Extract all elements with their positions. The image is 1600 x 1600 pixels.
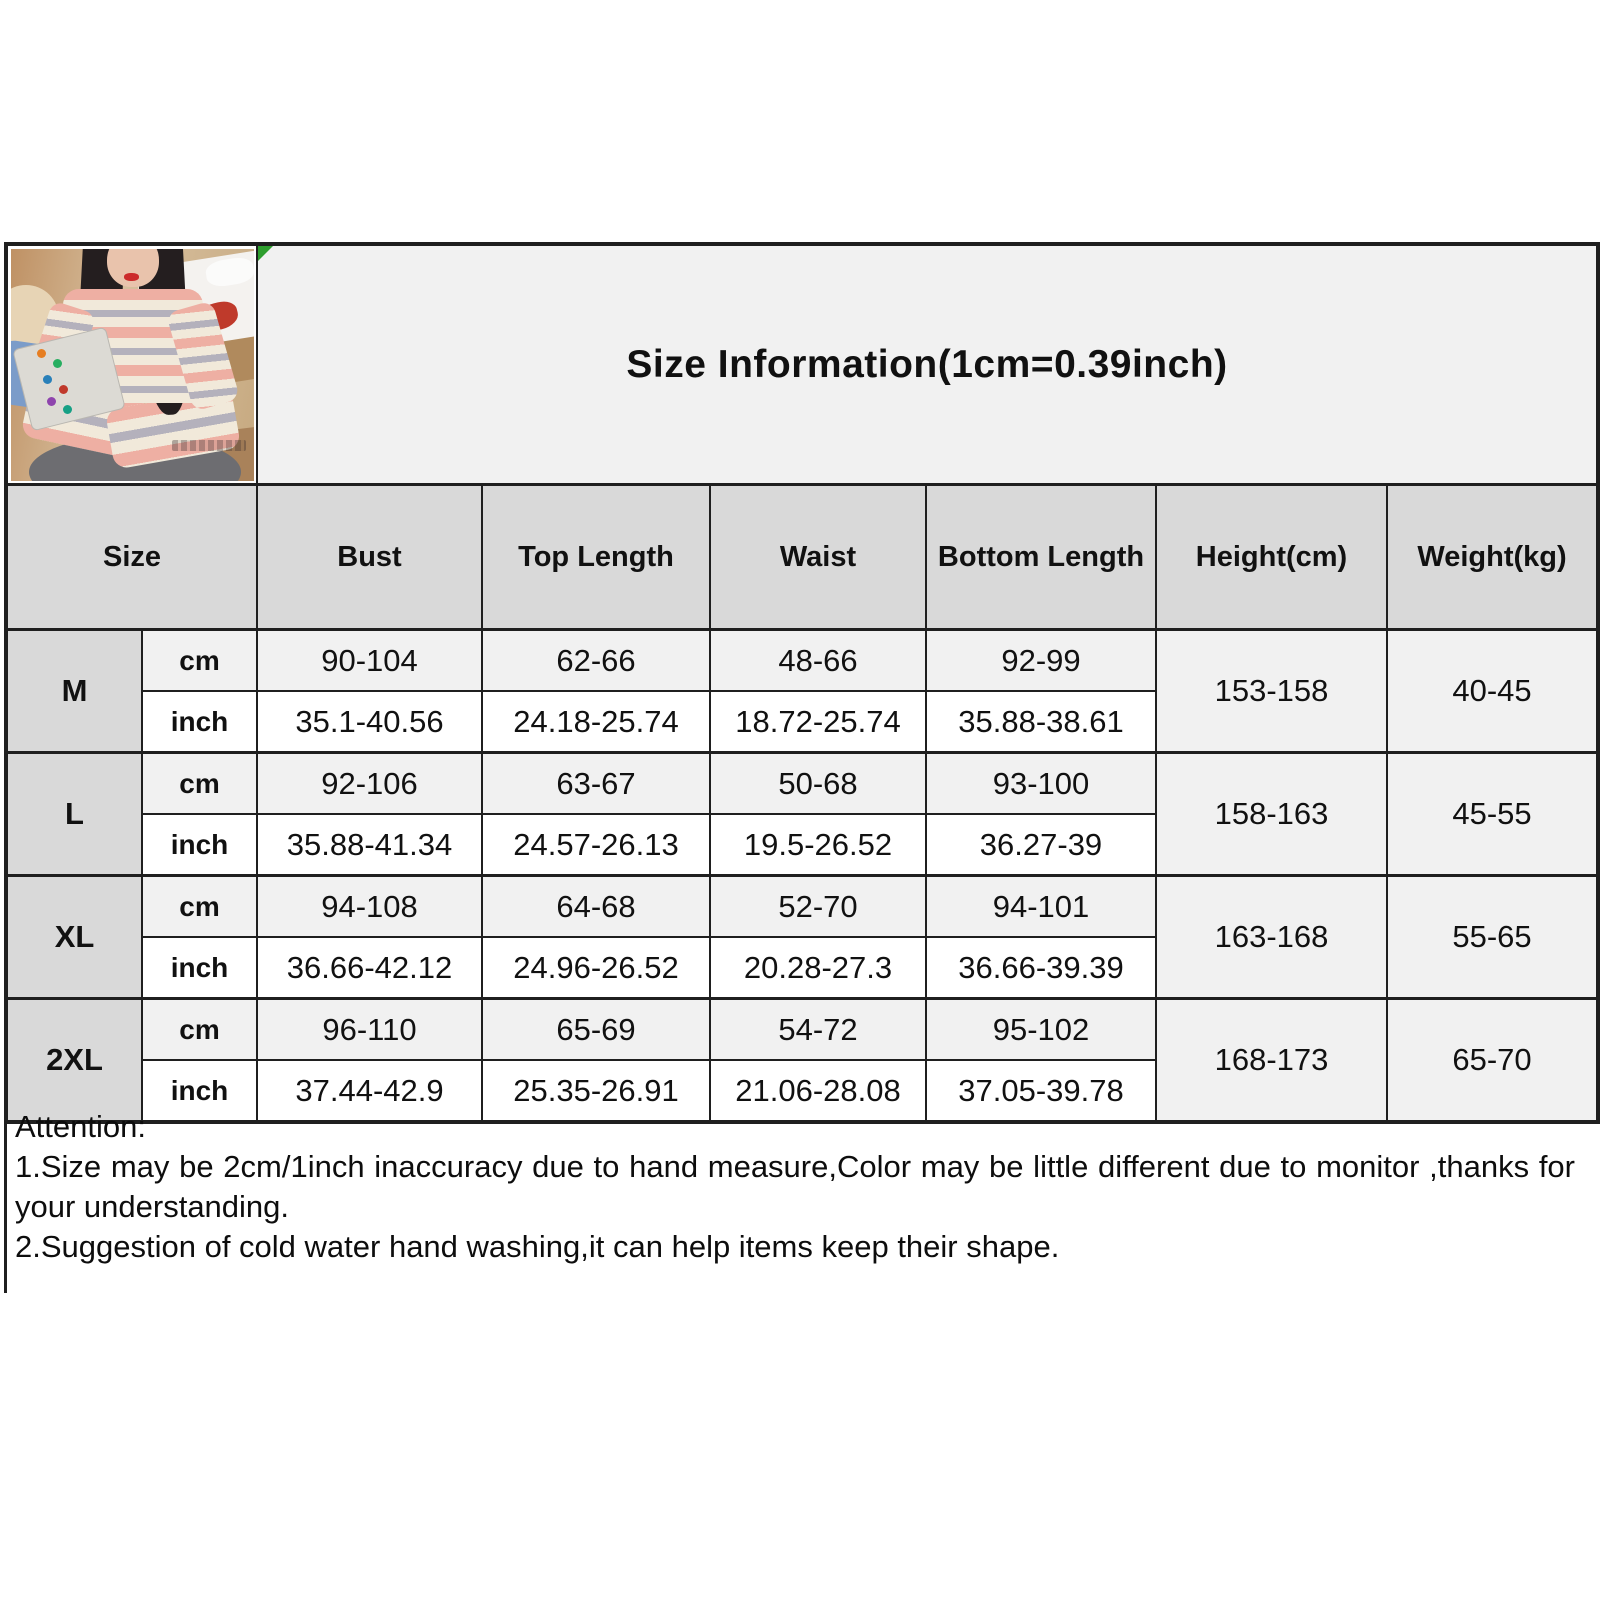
column-header-height: Height(cm) [1156, 485, 1387, 630]
weight-range: 65-70 [1387, 999, 1598, 1123]
bottom-length-inch-value: 36.27-39 [926, 814, 1156, 876]
height-range: 163-168 [1156, 876, 1387, 999]
title-cell [257, 244, 1598, 485]
photo-laptop-stickers [37, 349, 46, 358]
bust-inch-value: 35.88-41.34 [257, 814, 482, 876]
corner-marker [258, 246, 273, 261]
waist-cm-value: 54-72 [710, 999, 926, 1061]
unit-label-inch: inch [142, 1060, 257, 1122]
column-header-size: Size [6, 485, 257, 630]
height-range: 158-163 [1156, 753, 1387, 876]
waist-cm-value: 50-68 [710, 753, 926, 815]
column-header-weight: Weight(kg) [1387, 485, 1598, 630]
top-length-inch-value: 24.18-25.74 [482, 691, 710, 753]
bottom-length-inch-value: 37.05-39.78 [926, 1060, 1156, 1122]
attention-section [4, 1101, 1575, 1293]
height-range: 153-158 [1156, 630, 1387, 753]
column-header-bust: Bust [257, 485, 482, 630]
unit-label-cm: cm [142, 876, 257, 938]
photo-watermark [172, 440, 246, 451]
size-label-xl: XL [6, 876, 142, 999]
bust-inch-value: 35.1-40.56 [257, 691, 482, 753]
waist-inch-value: 18.72-25.74 [710, 691, 926, 753]
photo-person-lips [124, 273, 139, 281]
unit-label-inch: inch [142, 814, 257, 876]
weight-range: 40-45 [1387, 630, 1598, 753]
column-header-top-length: Top Length [482, 485, 710, 630]
bottom-length-cm-value: 94-101 [926, 876, 1156, 938]
waist-cm-value: 52-70 [710, 876, 926, 938]
bottom-length-inch-value: 35.88-38.61 [926, 691, 1156, 753]
waist-inch-value: 21.06-28.08 [710, 1060, 926, 1122]
column-header-waist: Waist [710, 485, 926, 630]
top-length-cm-value: 63-67 [482, 753, 710, 815]
attention-note-1: 1.Size may be 2cm/1inch inaccuracy due to hand measure,Color may be little different due to monitor ,thanks for your understanding. [15, 1149, 1575, 1224]
bust-cm-value: 96-110 [257, 999, 482, 1061]
top-length-inch-value: 24.57-26.13 [482, 814, 710, 876]
bottom-length-cm-value: 93-100 [926, 753, 1156, 815]
size-label-m: M [6, 630, 142, 753]
bust-cm-value: 90-104 [257, 630, 482, 692]
bottom-length-cm-value: 92-99 [926, 630, 1156, 692]
weight-range: 45-55 [1387, 753, 1598, 876]
size-table [4, 242, 1600, 1124]
size-label-l: L [6, 753, 142, 876]
bust-cm-value: 94-108 [257, 876, 482, 938]
bust-inch-value: 37.44-42.9 [257, 1060, 482, 1122]
bust-inch-value: 36.66-42.12 [257, 937, 482, 999]
top-length-cm-value: 62-66 [482, 630, 710, 692]
unit-label-cm: cm [142, 753, 257, 815]
height-range: 168-173 [1156, 999, 1387, 1123]
photo-scene [11, 249, 254, 481]
top-length-cm-value: 65-69 [482, 999, 710, 1061]
size-label-2xl: 2XL [6, 999, 142, 1123]
waist-inch-value: 20.28-27.3 [710, 937, 926, 999]
top-length-inch-value: 25.35-26.91 [482, 1060, 710, 1122]
attention-heading: Attention: [15, 1109, 146, 1144]
waist-inch-value: 19.5-26.52 [710, 814, 926, 876]
unit-label-cm: cm [142, 630, 257, 692]
bust-cm-value: 92-106 [257, 753, 482, 815]
product-photo [6, 244, 257, 485]
bottom-length-inch-value: 36.66-39.39 [926, 937, 1156, 999]
unit-label-cm: cm [142, 999, 257, 1061]
bottom-length-cm-value: 95-102 [926, 999, 1156, 1061]
attention-note-2: 2.Suggestion of cold water hand washing,it can help items keep their shape. [15, 1229, 1060, 1264]
weight-range: 55-65 [1387, 876, 1598, 999]
top-length-inch-value: 24.96-26.52 [482, 937, 710, 999]
column-header-bottom-length: Bottom Length [926, 485, 1156, 630]
top-length-cm-value: 64-68 [482, 876, 710, 938]
page-title: Size Information(1cm=0.39inch) [626, 342, 1228, 386]
waist-cm-value: 48-66 [710, 630, 926, 692]
unit-label-inch: inch [142, 691, 257, 753]
unit-label-inch: inch [142, 937, 257, 999]
